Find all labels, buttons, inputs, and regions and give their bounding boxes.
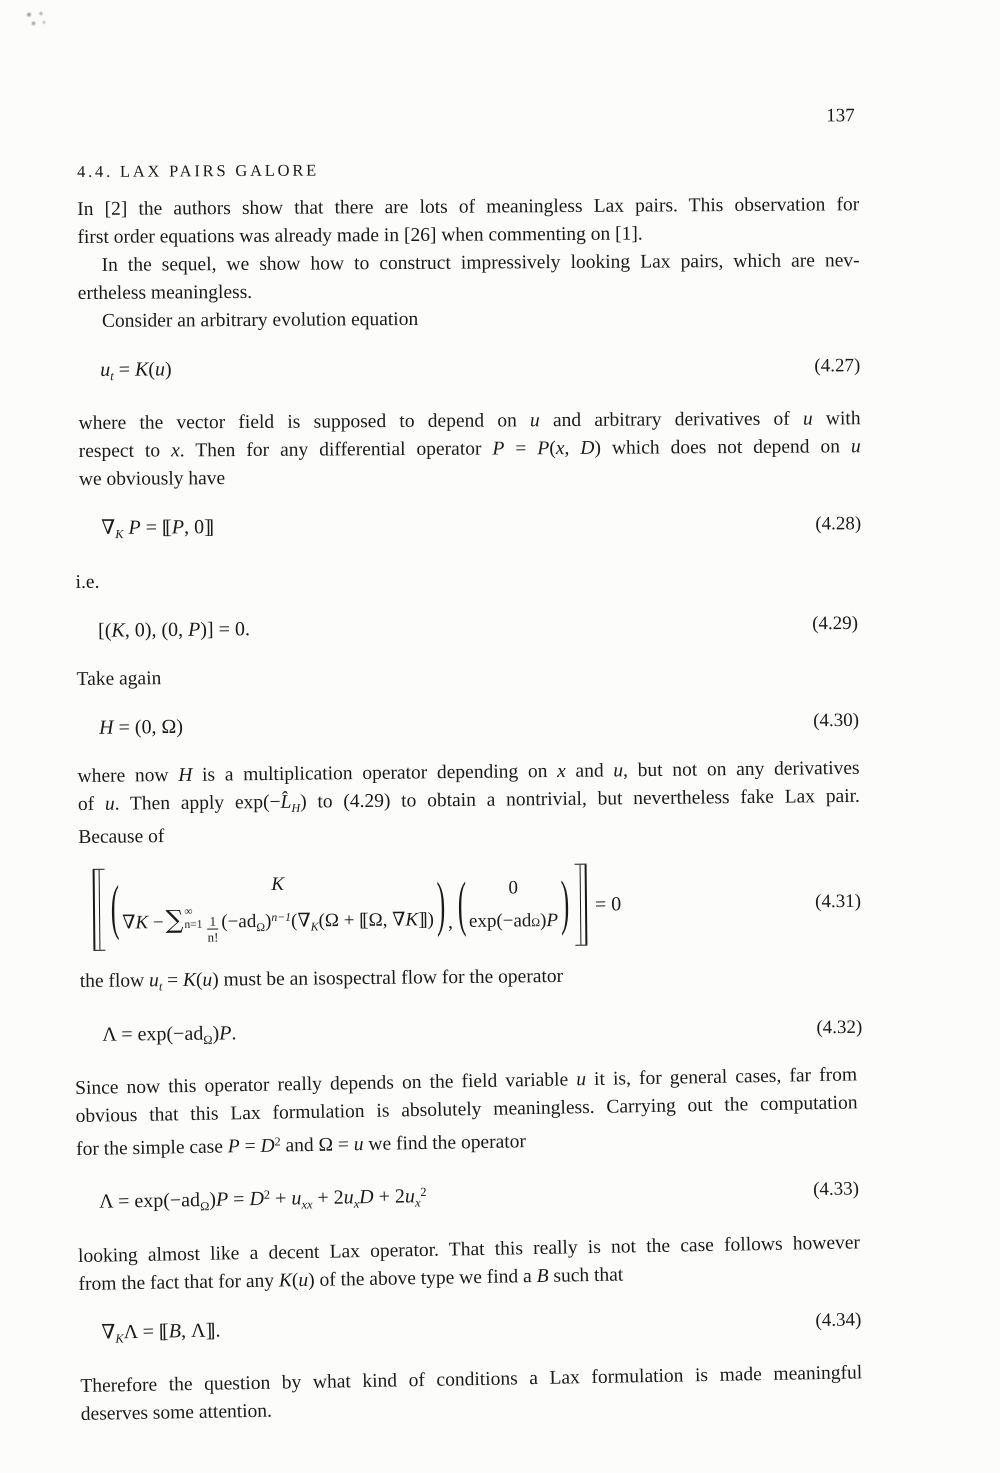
paragraph-since-now (75, 1062, 858, 1165)
text-segment: where now (77, 764, 179, 787)
vector-entry-top (508, 873, 518, 903)
text-segment: , 0 (184, 516, 205, 539)
text-segment: + (269, 1187, 292, 1211)
equation-number: (4.30) (813, 709, 860, 731)
big-paren-right: ) (560, 871, 570, 938)
text-segment: Ω (256, 920, 266, 934)
text-segment: B (168, 1320, 182, 1343)
text-segment: L̂ (280, 791, 292, 813)
text-segment: Λ = exp(−ad (98, 1189, 201, 1214)
equation-body (93, 863, 622, 951)
text-segment: Because of (78, 825, 165, 848)
sigma-lower-limit: n=1 (184, 918, 203, 931)
text-segment: Ω (531, 915, 541, 929)
equation-4-34 (79, 1304, 862, 1354)
text-segment: u (154, 358, 166, 381)
text-line (79, 462, 861, 495)
text-segment: . (231, 1022, 237, 1045)
scan-artifact-smudge (20, 8, 50, 30)
text-segment: Λ = (123, 1320, 160, 1344)
text-segment: u (148, 970, 159, 992)
text-segment: , Λ (180, 1319, 206, 1343)
paragraph-multiplication-operator (77, 754, 860, 851)
equation-4-33 (77, 1170, 860, 1224)
text-line (76, 657, 858, 693)
sigma-glyph: ∑ (165, 904, 184, 934)
equation-body (102, 1018, 236, 1056)
sigma-limits (184, 905, 202, 932)
text-segment: ( (549, 438, 556, 460)
text-segment: looking almost like a decent Lax operator. That this really is not the case follows however (77, 1232, 861, 1267)
text-segment: In the sequel, we show how to construct impressively looking Lax pairs, which are nev- (101, 250, 860, 276)
paragraph-consider (78, 303, 860, 336)
text-segment: K (182, 969, 197, 991)
text-segment: [[ (359, 909, 366, 931)
equation-body (101, 513, 214, 550)
lower-block (75, 1062, 863, 1429)
text-segment: K (134, 358, 149, 381)
big-paren-left: ( (110, 876, 120, 943)
vector-entry-bottom (122, 901, 434, 948)
section-heading: 4.4. LAX PAIRS GALORE (76, 160, 320, 182)
text-segment: of (77, 793, 106, 815)
text-segment: deserves some attention. (80, 1400, 273, 1426)
equation-number: (4.34) (815, 1309, 862, 1332)
text-segment: with (812, 408, 861, 430)
text-segment: t (110, 369, 114, 384)
text-segment: = (113, 358, 136, 381)
text-segment: Since now this operator really depends on the field variable (74, 1069, 577, 1100)
big-paren-right: ) (436, 872, 446, 940)
text-segment: . Then apply exp(− (114, 791, 281, 815)
text-segment: ]] (204, 516, 211, 539)
text-segment: P (128, 516, 141, 540)
text-segment: and arbitrary derivatives of (539, 408, 803, 432)
text-segment: 2 (420, 1185, 427, 1200)
text-segment: D (358, 1186, 374, 1209)
text-segment: [[ (161, 516, 169, 539)
text-segment: (Ω + (318, 909, 360, 931)
text-segment: u (202, 969, 213, 991)
text-segment: P (546, 909, 559, 931)
vector-separator-comma: , (447, 910, 454, 934)
text-segment: . Then for any differential operator (179, 438, 493, 462)
text-segment: ( (148, 358, 156, 381)
equation-rhs (595, 889, 622, 919)
text-segment: x (353, 1197, 360, 1212)
text-segment: H (178, 764, 193, 786)
text-segment: K (278, 1270, 293, 1292)
text-segment: for the simple case (76, 1136, 228, 1161)
text-segment: xx (301, 1197, 313, 1213)
text-line (78, 303, 860, 336)
text-segment: (∇ (290, 909, 311, 931)
text-segment: , but not on any derivatives (622, 757, 860, 781)
text-segment: = (239, 1136, 261, 1158)
text-segment: 2 (274, 1134, 281, 1149)
text-line (80, 960, 862, 1001)
text-segment: , 0), (0, (124, 618, 189, 642)
text-segment: Therefore the question by what kind of conditions a Lax formulation is made meaningful (80, 1362, 863, 1398)
paragraph-conclusion (80, 1360, 863, 1430)
text-line (78, 247, 860, 280)
text-segment: Ω (200, 1199, 210, 1214)
text-segment: u (291, 1187, 302, 1210)
fraction-denominator: n! (207, 929, 219, 945)
text-segment: ) of the above type we find a (307, 1265, 537, 1291)
text-segment: u (613, 759, 624, 782)
text-segment: = (162, 969, 184, 992)
text-segment: H (98, 716, 114, 739)
equation-4-31 (79, 861, 862, 951)
text-segment: Ω, ∇ (368, 908, 406, 931)
text-segment: K (310, 919, 319, 933)
text-segment: and Ω = (280, 1134, 354, 1157)
equation-4-29 (76, 607, 858, 646)
equation-4-30 (77, 704, 859, 743)
text-line (79, 434, 861, 467)
vector-entry-top (271, 869, 284, 899)
paragraph-isospectral (80, 960, 862, 1001)
text-segment: ) which does not depend on (594, 436, 852, 460)
text-segment: u (100, 358, 111, 381)
text-segment: ∇ (101, 517, 116, 540)
text-segment: where the vector field is supposed to depend on (78, 410, 531, 435)
text-segment: K (115, 527, 124, 542)
equation-number: (4.29) (812, 612, 859, 634)
text-segment: ertheless meaningless. (77, 281, 253, 305)
column-vector-2 (468, 872, 558, 938)
math-segment (122, 907, 164, 937)
text-segment: K (115, 1331, 124, 1346)
text-segment: t (158, 979, 163, 994)
text-segment: P (219, 1022, 232, 1045)
text-segment: ∇ (122, 911, 136, 933)
text-segment: exp(−ad (468, 909, 532, 932)
math-segment (221, 901, 434, 943)
text-segment: (−ad (221, 910, 257, 932)
text-segment: H (291, 800, 301, 815)
equation-4-32 (80, 1012, 862, 1057)
text-segment: )] = 0. (200, 617, 251, 641)
text-segment: first order equations was already made in [26] when commenting on [1]. (77, 223, 643, 249)
text-segment: In [2] the authors show that there are lots of meaningless Lax pairs. This observation for (77, 194, 860, 221)
equation-4-27 (78, 350, 860, 391)
text-segment: = (140, 516, 163, 539)
text-segment: 0 (508, 876, 519, 898)
text-segment: ) (540, 909, 547, 931)
text-segment: [( (97, 619, 112, 642)
text-segment: ) (427, 908, 435, 930)
text-segment: the flow (79, 970, 150, 992)
page-number: 137 (826, 105, 855, 127)
text-segment: ) (212, 1022, 220, 1045)
text-segment: = (227, 1188, 250, 1212)
text-segment: + 2 (312, 1186, 344, 1210)
paragraph-sequel (78, 247, 860, 308)
paragraph-ie (75, 560, 857, 596)
text-segment: ) (164, 358, 172, 381)
text-segment: K (271, 873, 285, 895)
text-line (77, 191, 859, 224)
text-segment: ) must be an isospectral flow for the operator (212, 965, 564, 991)
equation-body (99, 712, 183, 743)
text-segment: from the fact that for any (78, 1270, 280, 1295)
equation-4-28 (79, 509, 861, 550)
text-segment: u (104, 793, 115, 815)
text-segment: u (343, 1186, 354, 1209)
text-segment: K (135, 911, 149, 933)
text-segment: i.e. (75, 571, 100, 593)
middle-block (75, 560, 862, 1056)
text-segment: K (405, 908, 419, 930)
summation-symbol (165, 905, 202, 932)
text-segment: ∇ (101, 1321, 116, 1344)
text-segment: u (529, 410, 540, 432)
paragraph-decent-lax (78, 1229, 861, 1299)
text-segment: . (215, 1319, 221, 1342)
text-segment: u (298, 1269, 309, 1292)
text-segment: u (404, 1185, 416, 1208)
text-segment: D (580, 438, 595, 460)
text-segment: and (565, 760, 614, 782)
text-segment: Take again (76, 667, 162, 690)
text-segment: u (850, 436, 861, 458)
text-segment: u (576, 1069, 587, 1091)
column-vector-1 (122, 868, 435, 948)
text-segment: = 0 (594, 893, 622, 916)
text-segment: , (564, 438, 581, 460)
text-segment: P (187, 618, 201, 641)
text-segment: P (537, 438, 550, 460)
text-segment: x (556, 760, 566, 782)
text-segment: B (536, 1265, 549, 1287)
text-segment: ( (195, 969, 203, 991)
text-segment: [[ (158, 1320, 166, 1343)
text-segment: ) to (4.29) to obtain a nontrivial, but nevertheless fake Lax pair. (300, 785, 860, 813)
text-segment: K (111, 619, 125, 642)
sigma-upper-limit: ∞ (184, 905, 193, 918)
equation-body (98, 614, 250, 646)
text-segment: we find the operator (363, 1131, 527, 1156)
text-segment: ( (291, 1270, 299, 1292)
upper-block (77, 105, 862, 549)
equation-number: (4.33) (812, 1179, 860, 1201)
text-segment: ]] (418, 908, 425, 930)
fraction-numerator: 1 (208, 913, 219, 930)
text-segment: u (802, 408, 813, 430)
text-segment: = (504, 438, 538, 460)
fraction (207, 913, 218, 945)
text-segment: it is, for general cases, far from (585, 1064, 858, 1091)
equation-number: (4.27) (814, 355, 861, 377)
text-segment: P (492, 438, 505, 460)
text-segment: x (171, 440, 180, 462)
text-segment: P (171, 516, 185, 539)
text-segment: we obviously have (78, 468, 226, 491)
text-segment: x (414, 1195, 421, 1211)
double-bracket-right (574, 864, 587, 946)
equation-number: (4.28) (815, 513, 862, 535)
text-segment: ]] (205, 1319, 213, 1342)
text-segment: is a multiplication operator depending on (192, 760, 558, 786)
text-segment: Ω (203, 1033, 213, 1048)
text-segment: − (148, 911, 164, 933)
text-segment: P (215, 1189, 229, 1212)
vector-entry-bottom (469, 905, 558, 938)
equation-number: (4.32) (816, 1016, 863, 1039)
equation-body (99, 1177, 427, 1223)
text-segment: n−1 (271, 910, 292, 924)
text-segment: Λ = exp(−ad (102, 1022, 204, 1046)
text-segment: Consider an arbitrary evolution equation (101, 308, 419, 332)
text-segment: = (0, Ω) (113, 715, 184, 739)
paragraph-take-again (76, 657, 858, 693)
text-segment: 2 (263, 1188, 271, 1203)
paragraph-intro (77, 191, 859, 252)
equation-number: (4.31) (814, 890, 862, 913)
text-segment: P (227, 1136, 240, 1158)
text-segment: x (555, 438, 565, 460)
big-paren-left: ( (457, 872, 467, 940)
text-segment: u (353, 1134, 364, 1156)
double-bracket-left (93, 869, 106, 951)
text-segment: ) (209, 1189, 217, 1212)
text-segment: ) (264, 910, 272, 932)
text-segment: obvious that this Lax formulation is absolutely meaningless. Carrying out the computation (75, 1092, 858, 1128)
text-segment: such that (548, 1264, 624, 1287)
equation-body (100, 354, 172, 391)
paragraph-vector-field (78, 406, 860, 495)
text-segment: respect to (78, 440, 172, 463)
equation-body (101, 1315, 221, 1353)
page-content (74, 0, 863, 1429)
text-segment: + 2 (373, 1185, 406, 1209)
text-segment: D (260, 1136, 275, 1158)
text-segment: D (249, 1188, 265, 1211)
text-line (75, 560, 857, 596)
